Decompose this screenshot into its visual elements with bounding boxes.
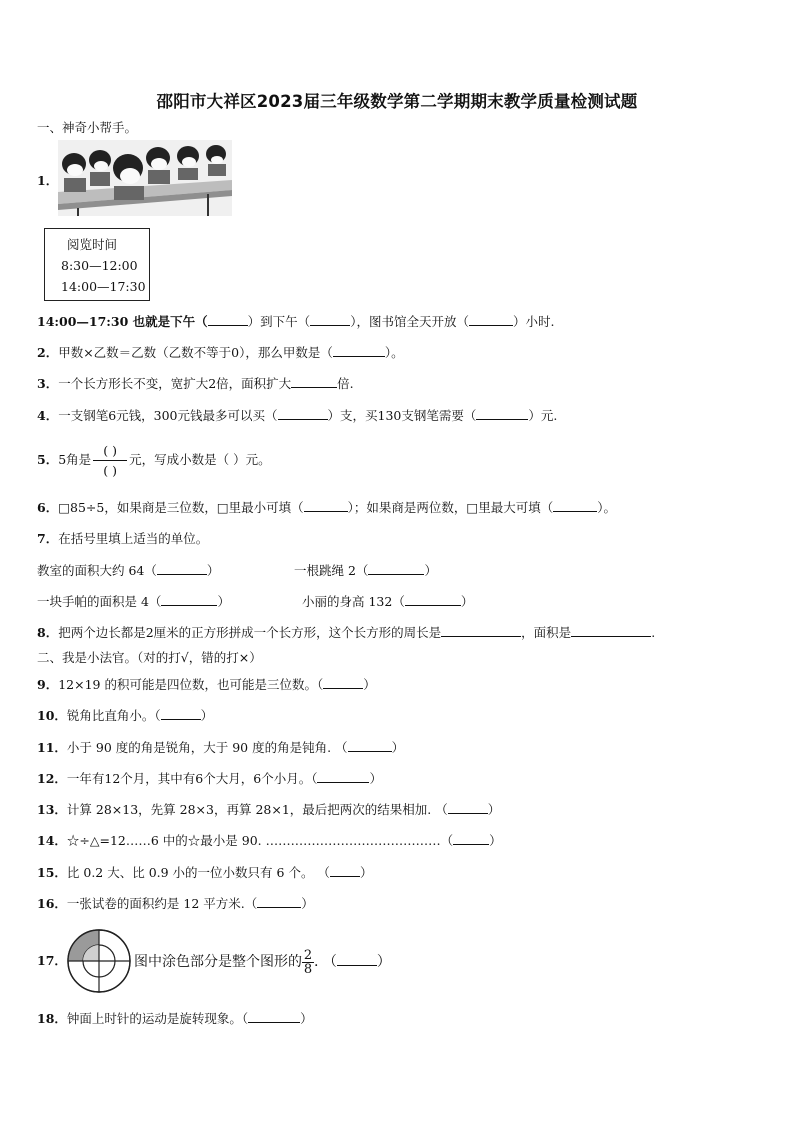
section-heading-2: 二、我是小法官。（对的打√，错的打×） [37,650,262,665]
question-text: 元，写成小数是（ ）元。 [129,452,271,467]
fraction-numerator: 2 [303,947,313,963]
answer-blank[interactable] [291,375,337,388]
students-reading-illustration [58,140,232,216]
question-text: ） [369,771,382,786]
question-text: 一根跳绳 2（ [294,563,369,578]
question-1 [37,313,554,330]
question-14 [37,832,502,849]
question-12 [37,770,382,787]
answer-blank[interactable] [323,676,363,689]
question-text: ） [200,708,214,723]
question-number: 1． [37,173,59,188]
question-text: ☆÷△=12……6 中的☆最小是 90. ……………………………………（ [66,833,454,848]
question-text: ，面积是 [521,625,572,640]
question-number: 11． [37,740,67,755]
question-text: 图中涂色部分是整个图形的 [134,954,302,970]
answer-blank[interactable] [157,562,207,575]
fraction-blank[interactable] [93,442,127,479]
question-text: ） [359,865,373,880]
answer-blank[interactable] [453,832,489,845]
question-13 [37,801,500,818]
question-text: 12×19 的积可能是四位数，也可能是三位数。（ [58,677,324,692]
question-text: ）支，买130支钢笔需要（ [327,408,477,423]
question-7-row-1-right [294,562,437,579]
question-number: 12． [37,771,67,786]
answer-blank[interactable] [330,864,360,877]
shaded-circle-figure [66,928,132,994]
question-text: ） [424,563,437,578]
question-18 [37,1010,313,1027]
question-text: 倍. [337,376,354,391]
question-text: 把两个边长都是2厘米的正方形拼成一个长方形，这个长方形的周长是 [58,625,442,640]
question-3 [37,375,354,392]
question-1-text-c: ），图书馆全天开放（ [350,314,469,329]
fraction-denominator: 8 [303,961,313,977]
question-text: 计算 28×13，先算 28×3，再算 28×1，最后把两次的结果相加. （ [66,802,448,817]
question-text: 在括号里填上适当的单位。 [58,531,209,546]
question-number: 8． [37,625,59,640]
section-heading-1: 一、神奇小帮手。 [37,120,138,135]
question-7-row-2-left [37,593,230,610]
question-text: 小丽的身高 132（ [302,594,405,609]
question-number: 4． [37,408,59,423]
question-text: ）。 [384,345,404,360]
question-text: 5角是 [58,452,92,467]
question-text: ） [489,833,502,848]
question-text: 比 0.2 大、比 0.9 小的一位小数只有 6 个。 （ [66,865,330,880]
answer-blank[interactable] [333,344,385,357]
answer-blank[interactable] [368,562,424,575]
question-text: ） [376,954,391,970]
question-17 [134,948,391,976]
answer-blank[interactable] [310,313,350,326]
question-number: 5． [37,452,59,467]
question-number: 16． [37,896,67,911]
question-text: ） [363,677,376,692]
shaded-circle-svg [66,928,132,994]
question-number: 10． [37,708,67,723]
question-text: ） [206,563,220,578]
fraction-denominator: ( ) [103,463,118,478]
answer-blank[interactable] [448,801,488,814]
answer-blank[interactable] [348,739,392,752]
fraction-numerator: ( ) [103,443,118,458]
question-number: 2． [37,345,59,360]
question-9 [37,676,376,693]
answer-blank[interactable] [553,499,597,512]
question-text: ） [301,896,314,911]
page-title: 邵阳市大祥区2023届三年级数学第二学期期末教学质量检测试题 [156,92,638,111]
answer-blank[interactable] [161,707,201,720]
answer-blank[interactable] [476,407,528,420]
answer-blank[interactable] [405,593,461,606]
students-illustration-svg [58,140,232,216]
question-8 [37,624,655,641]
question-text: 一张试卷的面积约是 12 平方米.（ [66,896,258,911]
question-4 [37,407,557,424]
question-text: 甲数×乙数＝乙数（乙数不等于0），那么甲数是（ [58,345,333,360]
question-text: . [651,625,656,640]
question-7-row-2-right [302,593,473,610]
question-number: 6． [37,500,59,515]
question-text: . （ [314,954,337,970]
question-11 [37,739,404,756]
question-number: 9． [37,677,59,692]
question-text: ） [460,594,474,609]
question-text: ） [217,594,230,609]
question-7 [37,531,208,547]
question-5 [37,440,271,480]
sign-morning-hours: 8:30—12:00 [61,258,138,273]
question-text: 一个长方形长不变，宽扩大2倍，面积扩大 [58,376,292,391]
answer-blank[interactable] [571,624,651,637]
question-number: 17． [37,953,67,968]
question-2 [37,344,404,361]
question-number: 13． [37,802,67,817]
library-hours-sign [44,228,150,301]
question-text: 钟面上时针的运动是旋转现象。（ [66,1011,249,1026]
answer-blank[interactable] [278,407,328,420]
question-7-row-1-left [37,562,219,579]
question-1-number [37,173,58,189]
question-text: □85÷5，如果商是三位数，□里最小可填（ [58,500,304,515]
question-text: ） [487,802,501,817]
question-text: 一块手帕的面积是 4（ [37,594,162,609]
question-number: 14． [37,833,67,848]
sign-afternoon-hours: 14:00—17:30 [61,279,146,294]
answer-blank[interactable] [441,624,521,637]
question-text: 锐角比直角小。（ [66,708,161,723]
answer-blank[interactable] [208,313,248,326]
question-text: ） [391,740,405,755]
question-text: 一年有12个月，其中有6个大月，6个小月。（ [66,771,318,786]
answer-blank[interactable] [304,499,348,512]
question-text: 一支钢笔6元钱，300元钱最多可以买（ [58,408,278,423]
question-1-text-b: ）到下午（ [247,314,311,329]
question-17-number [37,953,67,969]
answer-blank[interactable] [337,953,377,966]
question-number: 15． [37,865,67,880]
answer-blank[interactable] [469,313,513,326]
answer-blank[interactable] [317,770,369,783]
answer-blank[interactable] [257,895,301,908]
question-10 [37,707,213,724]
question-16 [37,895,314,912]
question-text: 小于 90 度的角是锐角，大于 90 度的角是钝角. （ [66,740,348,755]
question-text: ）元. [528,408,558,423]
question-text: ） [300,1011,313,1026]
question-number: 18． [37,1011,67,1026]
question-15 [37,864,372,881]
question-1-text-a: 14:00—17:30 也就是下午（ [37,314,208,329]
question-number: 3． [37,376,59,391]
answer-blank[interactable] [161,593,217,606]
question-6 [37,499,616,516]
question-number: 7． [37,531,59,546]
question-text: 教室的面积大约 64（ [37,563,157,578]
sign-heading: 阅览时间 [67,237,118,252]
fraction-two-eighths [302,949,314,976]
fraction-bar [93,460,127,461]
question-text: ）；如果商是两位数，□里最大可填（ [347,500,554,515]
question-1-text-d: ）小时. [512,314,555,329]
answer-blank[interactable] [248,1010,300,1023]
question-text: ）。 [597,500,616,515]
